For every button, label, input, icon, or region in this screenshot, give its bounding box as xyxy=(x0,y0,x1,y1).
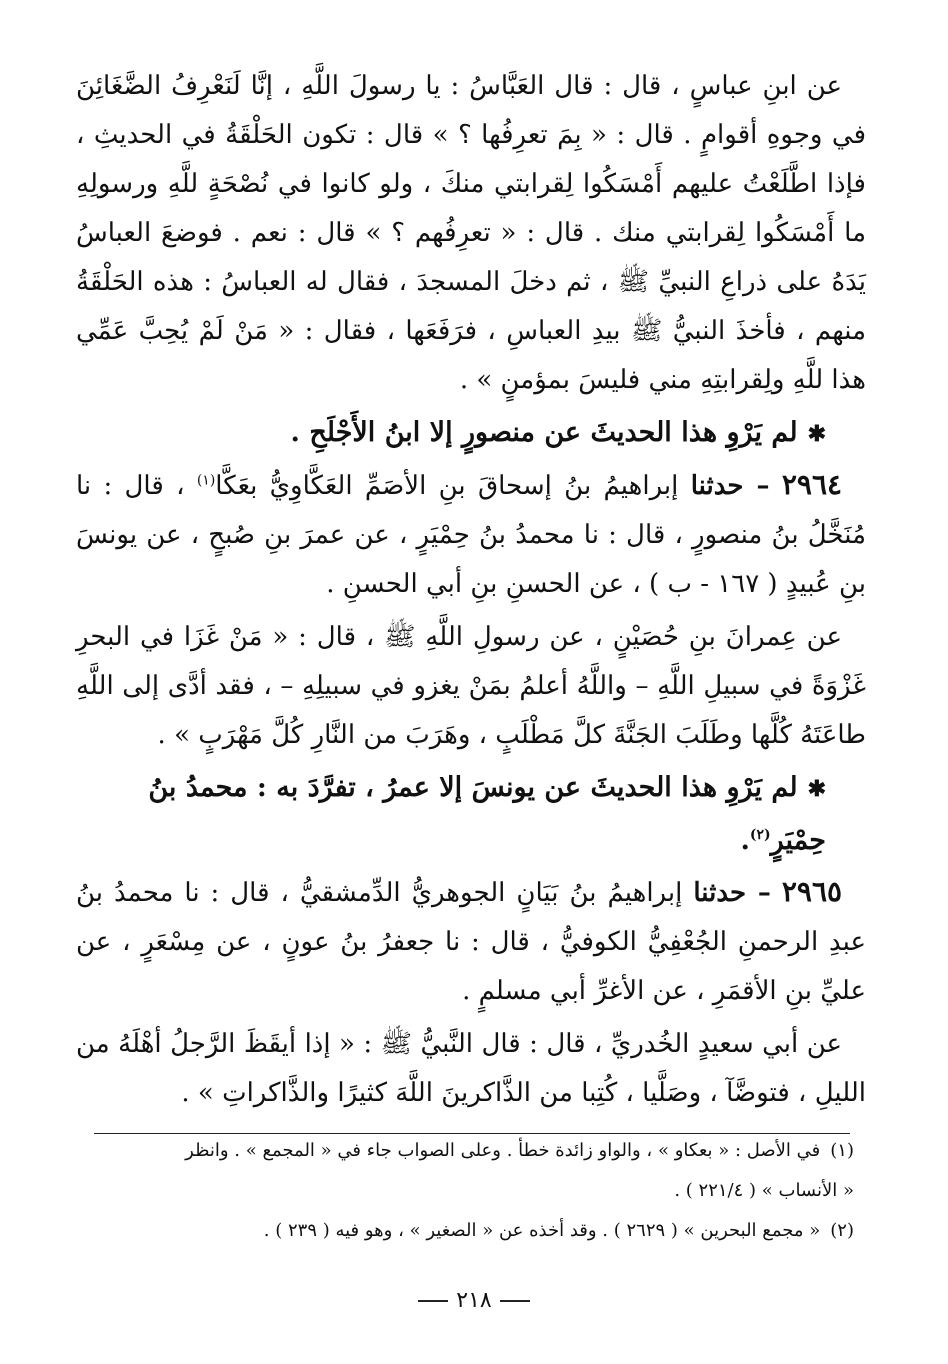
narration-note-end: . xyxy=(740,825,750,856)
footnote-2 xyxy=(94,1211,854,1251)
page-number-dash xyxy=(500,1300,530,1302)
footnote-text: في الأصل : « بعكاو » ، والواو زائدة خطأ . وعلى الصواب جاء في « المجمع » . وانظر xyxy=(185,1140,821,1161)
footnotes xyxy=(94,1131,854,1251)
page-number-dash xyxy=(418,1300,448,1302)
hadith-lead: – حدثنا xyxy=(693,878,771,908)
star-icon: ✱ xyxy=(807,776,826,802)
isnad-text: ، قال : نا مُنَخَّلُ بنُ منصورٍ ، قال : نا محمدُ بنُ حِمْيَرٍ ، عن عمرَ بنِ صُبحٍ ، عن يونسَ بنِ عُبيدٍ ( ١٦٧ - ب ) ، عن الحسنِ بنِ أبي الحسنِ . xyxy=(76,471,866,599)
narration-note-text: لم يَرْوِ هذا الحديثَ عن منصورٍ إلا ابنُ الأَجْلَحِ . xyxy=(290,417,798,448)
footnote-ref: (٢) xyxy=(749,827,771,843)
narration-note xyxy=(76,762,866,867)
page-number-value: ٢١٨ xyxy=(456,1288,492,1313)
page-body xyxy=(76,62,866,1118)
hadith-2964-isnad xyxy=(76,460,866,609)
hadith-number: ٢٩٦٥ xyxy=(781,875,843,908)
footnote-marker: (١) xyxy=(830,1140,854,1161)
narration-note xyxy=(76,407,866,460)
hadith-2964-matn: عن عِمرانَ بنِ حُصَيْنٍ ، عن رسولِ اللَّهِ ﷺ ، قال : « مَنْ غَزَا في البحرِ غَزْوَةً في سبيلِ اللَّهِ – واللَّهُ أعلمُ بمَنْ يغزو في سبيلِهِ – ، فقد أدَّى إلى اللَّهِ طاعَتَهُ كُلَّها وطَلَبَ الجَنَّةَ كلَّ مَطْلَبٍ ، وهَرَبَ من النَّارِ كُلَّ مَهْرَبٍ » . xyxy=(76,622,866,750)
hadith-2965-isnad xyxy=(76,867,866,1016)
page-number xyxy=(0,1288,948,1313)
isnad-text: إبراهيمُ بنُ بَيَانٍ الجوهريُّ الدِّمشقيُّ ، قال : نا محمدُ بنُ عبدِ الرحمنِ الجُعْفِيُّ الكوفيُّ ، قال : نا جعفرُ بنُ عونٍ ، عن مِسْعَرٍ ، عن عليِّ بنِ الأقمَرِ ، عن الأغرِّ أبي مسلمٍ . xyxy=(76,878,866,1006)
footnote-1 xyxy=(94,1131,854,1171)
footnote-ref: (١) xyxy=(196,472,216,489)
star-icon: ✱ xyxy=(807,421,826,447)
footnote-1-continued: « الأنساب » ( ٢٢١/٤ ) . xyxy=(674,1180,854,1201)
hadith-lead: – حدثنا xyxy=(690,471,770,501)
hadith-number: ٢٩٦٤ xyxy=(781,468,843,501)
footnote-text: « مجمع البحرين » ( ٢٦٢٩ ) . وقد أخذه عن « الصغير » ، وهو فيه ( ٢٣٩ ) . xyxy=(263,1220,821,1241)
isnad-text: إبراهيمُ بنُ إسحاقَ بنِ الأصَمِّ العَكَّاوِيُّ بعَكَّا xyxy=(215,471,679,501)
footnote-marker: (٢) xyxy=(830,1220,854,1241)
narration-note-text: لم يَرْوِ هذا الحديثَ عن يونسَ إلا عمرُ ، تفرَّدَ به : محمدُ بنُ حِمْيَرٍ xyxy=(148,772,826,856)
hadith-2965-matn: عن أبي سعيدٍ الخُدريِّ ، قال : قال النَّبيُّ ﷺ : « إذا أيقَظَ الرَّجلُ أهْلَهُ من الليلِ ، فتوضَّآ ، وصَلَّيا ، كُتِبا من الذَّاكرينَ اللَّهَ كثيرًا والذَّاكراتِ » . xyxy=(76,1029,866,1108)
hadith-text-paragraph: عن ابنِ عباسٍ ، قال : قال العَبَّاسُ : يا رسولَ اللَّهِ ، إنَّا لَنَعْرِفُ الضَّغَائِنَ في وجوهِ أقوامٍ . قال : « بِمَ تعرِفُها ؟ » قال : تكون الحَلْقَةُ في الحديثِ ، فإذا اطَّلَعْتُ عليهم أَمْسَكُوا لِقرابتي منكَ ، ولو كانوا في نُصْحَةٍ للَّهِ ورسولِهِ ما أَمْسَكُوا لِقرابتي منك . قال : « تعرِفُهم ؟ » قال : نعم . فوضعَ العباسُ يَدَهُ على ذراعِ النبيِّ ﷺ ، ثم دخلَ المسجدَ ، فقال له العباسُ : هذه الحَلْقَةُ منهم ، فأخذَ النبيُّ ﷺ بيدِ العباسِ ، فرَفَعَها ، فقال : « مَنْ لَمْ يُحِبَّ عَمِّي هذا للَّهِ ولِقرابتِهِ مني فليسَ بمؤمنٍ » . xyxy=(76,71,866,395)
